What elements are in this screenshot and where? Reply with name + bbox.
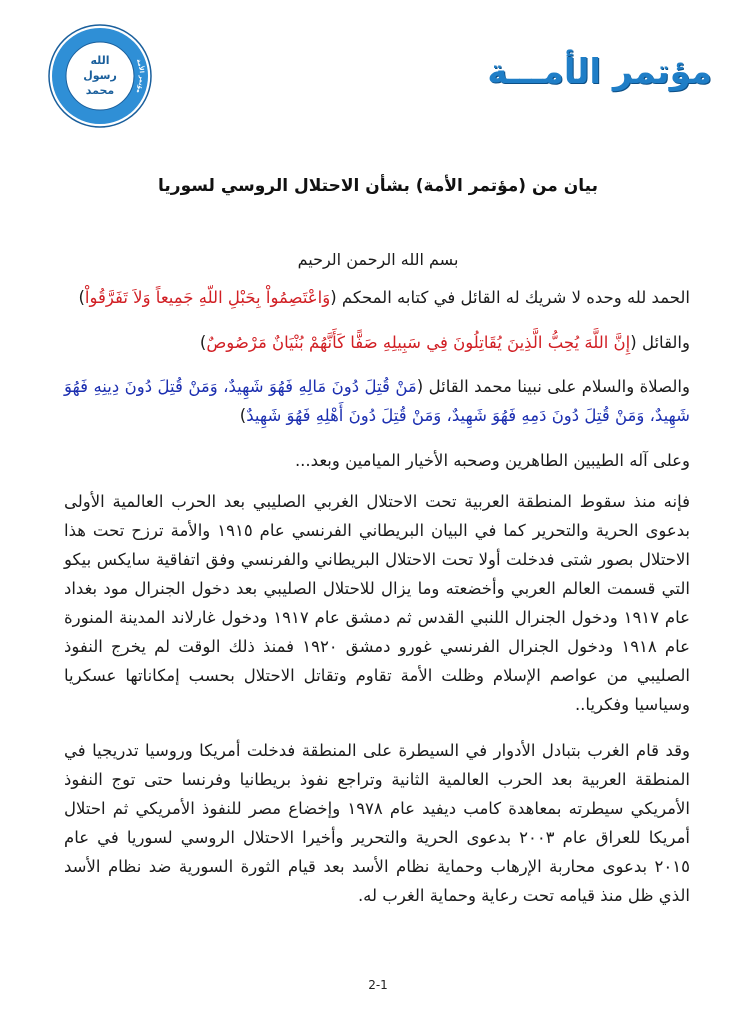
qail-prefix: والقائل ( [630,333,690,352]
body-paragraph-1: فإنه منذ سقوط المنطقة العربية تحت الاحتلال الغربي الصليبي بعد الحرب العالمية الأولى بدعوى الحرية والتحرير كما في البيان البريطاني الفرنسي عام ١٩١٥ والأمة ترزح تحت هذا الاحتلال بصور شتى فدخلت أولا تحت الاحتلال البريطاني والفرنسي وفق اتفاقية سايكس بيكو التي قسمت العالم العربي وأخضعته وما يزال للاحتلال الصليبي بعد دخول الجنرال مود بغداد عام ١٩١٧ ودخول الجنرال اللنبي القدس ثم دمشق عام ١٩١٧ ودخول غارلاند المدينة المنورة عام ١٩١٨ ودخول الجنرال الفرنسي غورو دمشق ١٩٢٠ فمنذ ذلك الوقت لم يخرج النفوذ الصليبي من عواصم الإسلام وظلت الأمة تقاوم وتقاتل الاحتلال بحسب إمكاناتها عسكريا وسياسيا وفكريا.. [64,492,691,714]
logo-center-text-3: محمد [85,84,115,97]
hadith-text: مَنْ قُتِلَ دُونَ مَالِهِ فَهُوَ شَهِيدٌ، وَمَنْ قُتِلَ دُونَ دِينِهِ فَهُوَ شَهِيدٌ، وَمَنْ قُتِلَ دُونَ دَمِهِ فَهُوَ شَهِيدٌ، وَمَنْ قُتِلَ دُونَ أَهْلِهِ فَهُوَ شَهِيدٌ [64,377,690,425]
organization-logo-icon [48,24,152,128]
quran-verse-2: إِنَّ اللَّهَ يُحِبُّ الَّذِينَ يُقَاتِلُونَ فِي سَبِيلِهِ صَفًّا كَأَنَّهُمْ بُنْيَانٌ مَرْصُوصٌ [206,333,631,352]
opening-qail [64,328,690,357]
page-number: 2-1 [368,978,388,992]
opening-hamd [64,283,690,312]
statement-title: بيان من (مؤتمر الأمة) بشأن الاحتلال الروسي لسوريا [158,176,598,196]
salat-prefix: والصلاة والسلام على نبينا محمد القائل ( [416,377,690,396]
logo-center-text-2: رسول [83,69,117,82]
opening-salat [64,372,690,430]
quran-verse-1: وَاعْتَصِمُواْ بِحَبْلِ اللّهِ جَمِيعاً وَلاَ تَفَرَّقُواْ [84,288,331,307]
basmala: بسم الله الرحمن الرحيم [297,250,459,269]
hamd-prefix: الحمد لله وحده لا شريك له القائل في كتابه المحكم ( [330,288,690,307]
logo-ring-text: مؤتمر الأمة [134,57,146,95]
organization-name: مؤتمر الأمـــة [487,52,712,92]
body-paragraph-2: وقد قام الغرب بتبادل الأدوار في السيطرة على المنطقة فدخلت أمريكا وروسيا تدريجيا في المنطقة العربية بعد الحرب العالمية الثانية وتراجع نفوذ بريطانيا وفرنسا حتى توج النفوذ الأمريكي سيطرته بمعاهدة كامب ديفيد عام ١٩٧٨ وإخضاع مصر للنفوذ الأمريكي ثم احتلال أمريكا للعراق عام ٢٠٠٣ بدعوى الحرية والتحرير وأخيرا الاحتلال الروسي لسوريا في عام ٢٠١٥ بدعوى محاربة الإرهاب وحماية نظام الأسد بعد قيام الثورة السورية ضد نظام الأسد الذي ظل منذ قيامه تحت رعاية وحماية الغرب له. [64,741,691,905]
qail-suffix: ) [199,333,207,352]
opening-closing: وعلى آله الطيبين الطاهرين وصحبه الأخيار الميامين وبعد... [294,451,690,470]
salat-suffix: ) [239,406,247,425]
logo-center-text-1: الله [90,54,110,67]
hamd-suffix: ) [78,288,85,307]
